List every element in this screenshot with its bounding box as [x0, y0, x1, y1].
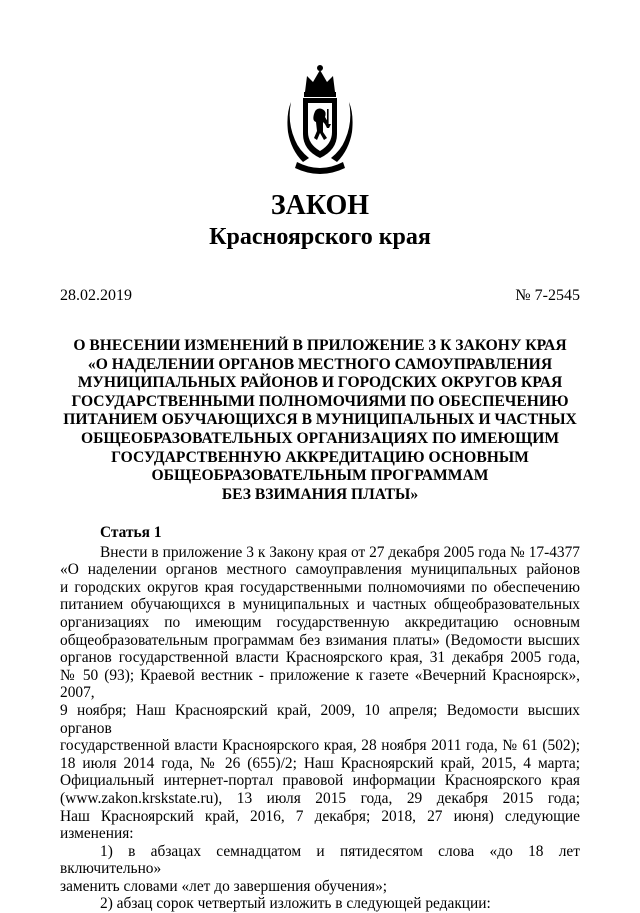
- article-line: органов государственной власти Красноярского края, 31 декабря 2005 года,: [60, 649, 580, 667]
- law-heading: [40, 337, 600, 504]
- article-line: Внести в приложение 3 к Закону края от 27 декабря 2005 года № 17-4377: [100, 543, 580, 561]
- article-line: 1) в абзацах семнадцатом и пятидесятом слова «до 18 лет включительно»: [60, 842, 580, 878]
- article-line: и городских округов края государственными полномочиями по обеспечению: [60, 578, 580, 596]
- law-date: 28.02.2019: [60, 287, 132, 304]
- article-title: Статья 1: [100, 524, 162, 541]
- article-line: 2) абзац сорок четвертый изложить в следующей редакции:: [100, 895, 491, 913]
- law-region-title: Красноярского края: [209, 224, 431, 250]
- article-line: № 50 (93); Краевой вестник - приложение к газете «Вечерний Красноярск», 2007,: [60, 666, 580, 702]
- heading-line: «О НАДЕЛЕНИИ ОРГАНОВ МЕСТНОГО САМОУПРАВЛЕНИЯ: [87, 355, 553, 373]
- article-line: государственной власти Красноярского края, 28 ноября 2011 года, № 61 (502);: [60, 737, 580, 755]
- article-line: 9 ноября; Наш Красноярский край, 2009, 10 апреля; Ведомости высших органов: [60, 701, 580, 737]
- article-line: (www.zakon.krskstate.ru), 13 июля 2015 года, 29 декабря 2015 года;: [60, 789, 580, 807]
- heading-line: МУНИЦИПАЛЬНЫХ РАЙОНОВ И ГОРОДСКИХ ОКРУГОВ КРАЯ: [77, 374, 563, 392]
- article-line: общеобразовательным программам без взимания платы» (Ведомости высших: [60, 631, 580, 649]
- heading-line: ГОСУДАРСТВЕННЫМИ ПОЛНОМОЧИЯМИ ПО ОБЕСПЕЧЕНИЮ: [71, 392, 569, 410]
- article-line: питанием обучающихся в муниципальных и частных общеобразовательных: [60, 596, 580, 614]
- law-number: № 7-2545: [515, 287, 580, 304]
- article-line: организациях по имеющим государственную аккредитацию основным: [60, 613, 580, 631]
- article-line: Официальный интернет-портал правовой информации Красноярского края: [60, 772, 580, 790]
- heading-line: ПИТАНИЕМ ОБУЧАЮЩИХСЯ В МУНИЦИПАЛЬНЫХ И ЧАСТНЫХ: [63, 411, 577, 429]
- heading-line: ОБЩЕОБРАЗОВАТЕЛЬНЫМ ПРОГРАММАМ: [151, 467, 489, 485]
- heading-line: ОБЩЕОБРАЗОВАТЕЛЬНЫХ ОРГАНИЗАЦИЯХ ПО ИМЕЮЩИМ: [80, 429, 560, 447]
- article-line: «О наделении органов местного самоуправления муниципальных районов: [60, 561, 580, 579]
- article-line: 18 июля 2014 года, № 26 (655)/2; Наш Красноярский край, 2015, 4 марта;: [60, 754, 580, 772]
- article-line: Наш Красноярский край, 2016, 7 декабря; 2018, 27 июня) следующие изменения:: [60, 807, 580, 843]
- heading-line: ГОСУДАРСТВЕННУЮ АККРЕДИТАЦИЮ ОСНОВНЫМ: [111, 448, 529, 466]
- heading-line: БЕЗ ВЗИМАНИЯ ПЛАТЫ»: [221, 485, 419, 503]
- krasnoyarsk-coat-of-arms-icon: [283, 62, 357, 178]
- heading-line: О ВНЕСЕНИИ ИЗМЕНЕНИЙ В ПРИЛОЖЕНИЕ 3 К ЗАКОНУ КРАЯ: [73, 337, 567, 354]
- law-title: ЗАКОН: [270, 190, 370, 221]
- article-body: [60, 524, 580, 913]
- article-line: заменить словами «лет до завершения обучения»;: [60, 877, 388, 895]
